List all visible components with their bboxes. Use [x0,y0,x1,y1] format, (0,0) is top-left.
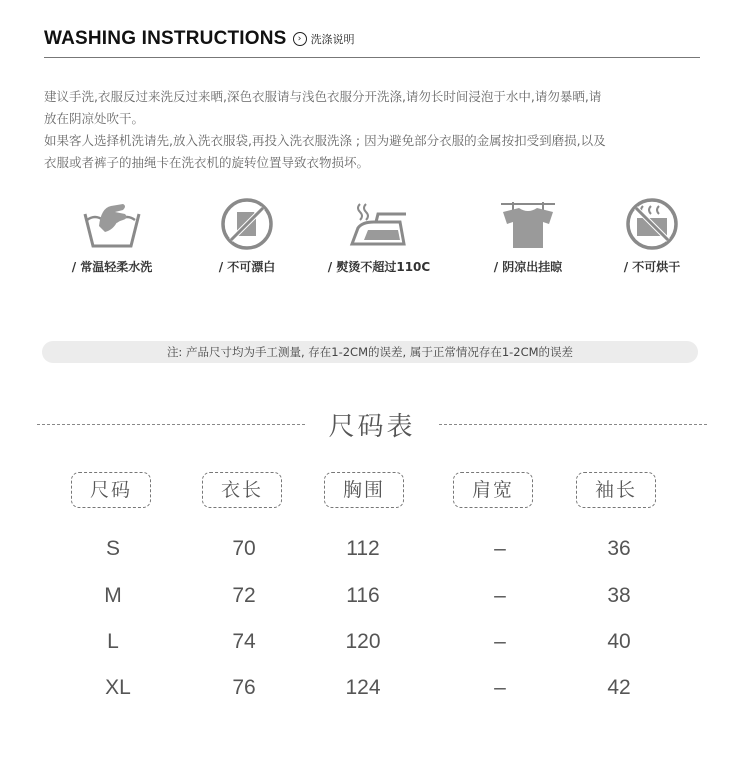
table-cell: – [494,537,506,560]
header-subtitle: 洗涤说明 [310,33,355,46]
header-title: WASHING INSTRUCTIONS [44,28,287,49]
table-cell: 40 [607,630,631,653]
table-cell: L [107,630,119,653]
table-cell: 112 [346,537,380,560]
column-header-chest: 胸围 [324,472,404,508]
table-cell: 72 [232,584,256,607]
no-bleach-icon [212,196,282,252]
table-cell: S [105,537,120,560]
column-header-shoulder: 肩宽 [453,472,533,508]
hang-dry-icon [493,196,563,252]
table-cell: 76 [232,676,256,699]
table-cell: 42 [607,676,631,699]
care-label: / 常温轻柔水洗 [71,260,153,274]
description-line: 放在阴凉处吹干。 [44,111,145,126]
size-chart-title: 尺码表 [328,412,416,442]
care-label: / 熨烫不超过110C [327,260,431,274]
table-cell: 36 [607,537,631,560]
hand-wash-icon [77,196,147,252]
table-cell: 70 [232,537,256,560]
care-label: / 不可漂白 [218,260,276,274]
care-item-no-tumble-dry [582,196,722,275]
measurement-note: 注: 产品尺寸均为手工测量, 存在1-2CM的误差, 属于正常情况存在1-2CM的误差 [42,341,698,363]
description-line: 衣服或者裤子的抽绳卡在洗衣机的旋转位置导致衣物损坏。 [44,155,370,170]
table-cell: – [494,676,506,699]
care-item-iron [309,196,449,275]
table-cell: 74 [232,630,256,653]
no-tumble-dry-icon [617,196,687,252]
washing-description [44,86,704,174]
chevron-circle-icon: › [293,32,307,46]
table-cell: 38 [607,584,631,607]
table-cell: 124 [345,676,381,699]
washing-header [44,28,355,50]
description-line: 如果客人选择机洗请先,放入洗衣服袋,再投入洗衣服洗涤 ; 因为避免部分衣服的金属按扣受到磨损,以及 [44,133,606,148]
table-cell: 120 [345,630,381,653]
table-cell: – [494,630,506,653]
iron-icon [344,196,414,252]
care-label: / 不可烘干 [623,260,681,274]
care-item-no-bleach [177,196,317,275]
table-cell: M [104,584,122,607]
care-item-hang-dry [458,196,598,275]
table-cell: XL [105,676,131,699]
size-chart-heading [37,404,707,444]
care-label: / 阴凉出挂晾 [493,260,563,274]
column-header-size: 尺码 [71,472,151,508]
care-item-hand-wash [42,196,182,275]
column-header-sleeve: 袖长 [576,472,656,508]
table-cell: – [494,584,506,607]
column-header-length: 衣长 [202,472,282,508]
table-cell: 116 [346,584,380,607]
description-line: 建议手洗,衣服反过来洗反过来晒,深色衣服请与浅色衣服分开洗涤,请勿长时间浸泡于水中,请勿暴晒,请 [44,89,602,104]
care-icons [44,196,704,286]
header-divider [44,57,700,58]
